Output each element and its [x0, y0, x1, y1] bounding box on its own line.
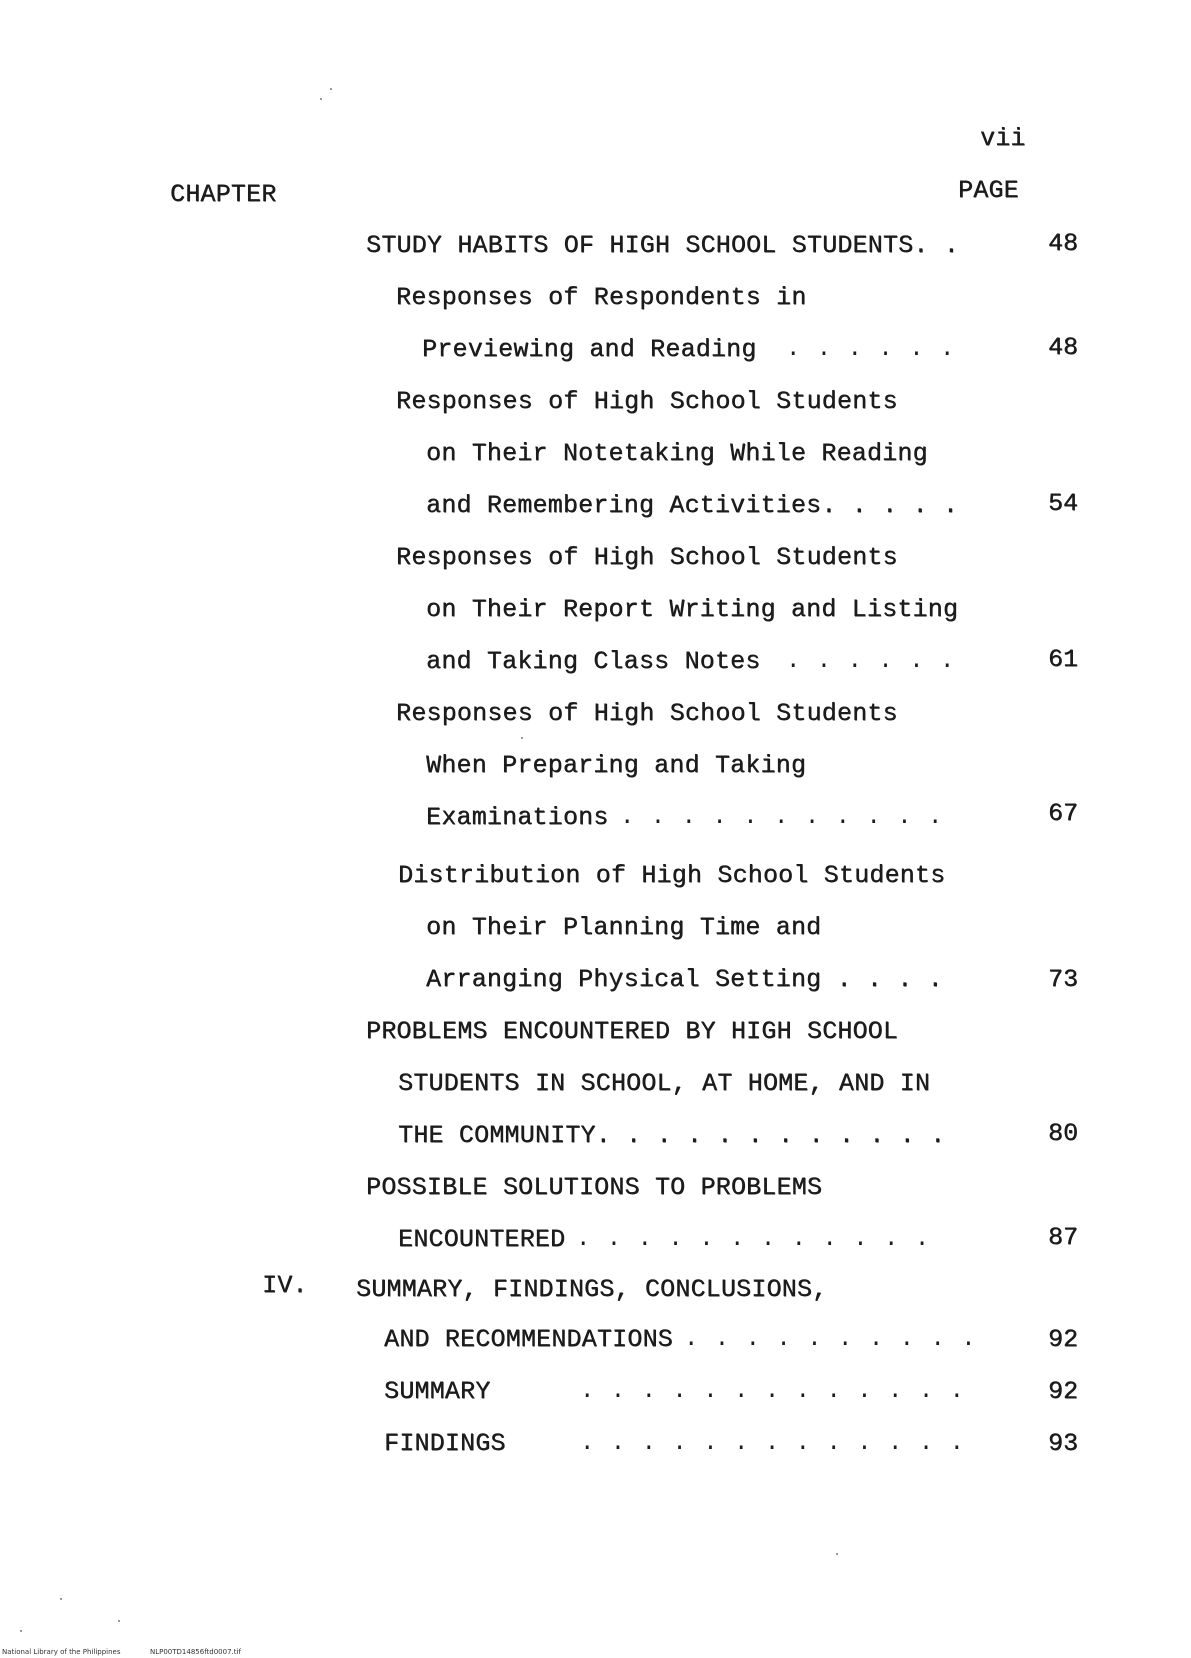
scan-speck [60, 1598, 62, 1600]
toc-page-number: 92 [1047, 1325, 1078, 1354]
toc-page-number: 80 [1047, 1119, 1078, 1148]
toc-entry-line: POSSIBLE SOLUTIONS TO PROBLEMS [366, 1173, 823, 1202]
toc-entry-line: on Their Notetaking While Reading [426, 439, 928, 468]
toc-entry-line: Responses of Respondents in [396, 283, 807, 312]
scan-speck [836, 1553, 838, 1555]
toc-entry-line: Arranging Physical Setting . . . . [426, 965, 943, 994]
toc-entry-line: Examinations [426, 803, 609, 832]
toc-entry-line: Responses of High School Students [396, 387, 898, 416]
toc-page-number: 92 [1047, 1377, 1078, 1406]
toc-entry-line: STUDY HABITS OF HIGH SCHOOL STUDENTS. . [366, 231, 959, 260]
dot-leader: . . . . . . [786, 648, 956, 675]
toc-page-number: 54 [1047, 489, 1078, 518]
toc-page-number: 93 [1047, 1429, 1078, 1458]
chapter-column-header: CHAPTER [170, 180, 277, 209]
dot-leader: . . . . . . . . . . . . . [580, 1378, 966, 1405]
scan-speck [521, 737, 523, 739]
scan-speck [20, 1630, 22, 1632]
toc-entry-line: SUMMARY, FINDINGS, CONCLUSIONS, [356, 1275, 828, 1304]
toc-page-number: 87 [1047, 1223, 1078, 1252]
dot-leader: . . . . . . . . . . . . . [580, 1430, 966, 1457]
toc-entry-line: and Remembering Activities. . . . . [426, 491, 959, 520]
toc-entry-line: AND RECOMMENDATIONS [384, 1325, 673, 1354]
dot-leader: . . . . . . . . . . . . [576, 1226, 931, 1253]
toc-entry-line: on Their Planning Time and [426, 913, 822, 942]
toc-entry-line: Distribution of High School Students [398, 861, 946, 890]
footer-filename: NLP00TD14856ftd0007.tif [150, 1648, 241, 1656]
toc-page-number: 61 [1047, 645, 1078, 674]
toc-entry-line: SUMMARY [384, 1377, 491, 1406]
page-number: vii [980, 124, 1026, 153]
toc-entry-line: ENCOUNTERED [398, 1225, 566, 1254]
scan-speck [118, 1620, 120, 1622]
toc-entry-line: and Taking Class Notes [426, 647, 761, 676]
toc-entry-line: Previewing and Reading [422, 335, 757, 364]
toc-page-number: 73 [1047, 965, 1078, 994]
page-column-header: PAGE [958, 176, 1019, 205]
toc-entry-line: When Preparing and Taking [426, 751, 807, 780]
toc-page-number: 48 [1047, 333, 1078, 362]
toc-entry-line: STUDENTS IN SCHOOL, AT HOME, AND IN [398, 1069, 931, 1098]
toc-page-number: 67 [1047, 799, 1078, 828]
toc-entry-line: Responses of High School Students [396, 699, 898, 728]
toc-entry-line: FINDINGS [384, 1429, 506, 1458]
toc-entry-line: Responses of High School Students [396, 543, 898, 572]
toc-entry-line: on Their Report Writing and Listing [426, 595, 959, 624]
dot-leader: . . . . . . . . . . [684, 1326, 977, 1353]
chapter-number: IV. [262, 1271, 308, 1300]
dot-leader: . . . . . . . . . . . [620, 804, 944, 831]
footer-library: National Library of the Philippines [2, 1648, 121, 1656]
dot-leader: . . . . . . [786, 336, 956, 363]
toc-entry-line: PROBLEMS ENCOUNTERED BY HIGH SCHOOL [366, 1017, 899, 1046]
toc-entry-line: THE COMMUNITY. . . . . . . . . . . . [398, 1121, 946, 1150]
scan-speck [330, 88, 332, 90]
scan-speck [320, 98, 322, 100]
toc-page-number: 48 [1047, 229, 1078, 258]
